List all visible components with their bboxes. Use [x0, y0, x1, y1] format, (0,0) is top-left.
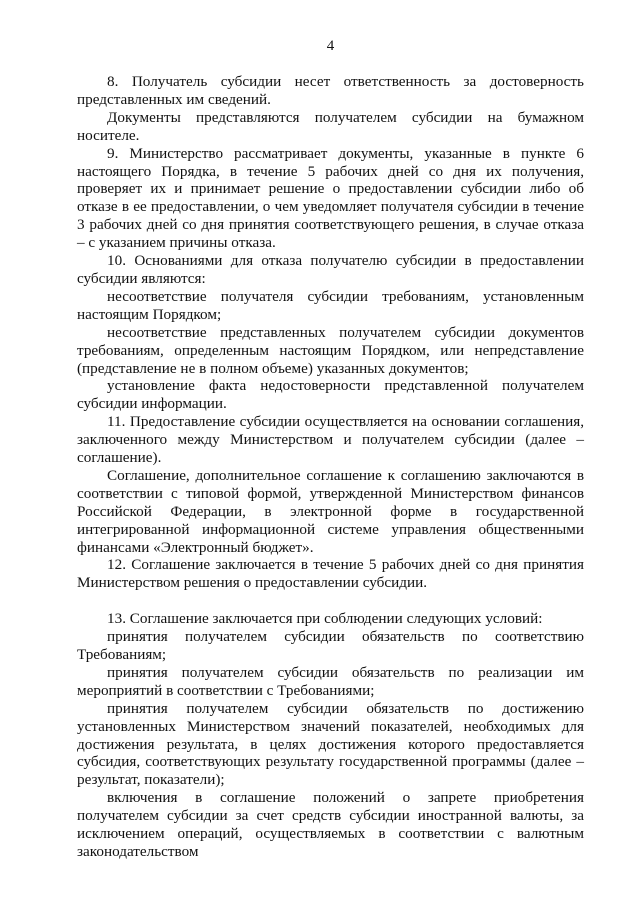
- refusal-ground-1: несоответствие получателя субсидии требованиям, установленным настоящим Порядком;: [77, 287, 584, 323]
- condition-4: включения в соглашение положений о запрете приобретения получателем субсидии за счет средств субсидии иностранной валюты, за исключением операций, осуществляемых в соответствии с валютным законодательством: [77, 789, 584, 860]
- refusal-ground-2: несоответствие представленных получателем субсидии документов требованиям, определенным настоящим Порядком, или непредставление (представление не в полном объеме) указанных документов;: [77, 323, 584, 377]
- paragraph-13: 13. Соглашение заключается при соблюдении следующих условий:: [107, 610, 543, 628]
- condition-2: принятия получателем субсидии обязательств по реализации им мероприятий в соответствии с Требованиями;: [77, 663, 584, 699]
- section-gap: [77, 592, 584, 610]
- paragraph-11: 11. Предоставление субсидии осуществляется на основании соглашения, заключенного между Министерством и получателем субсидии (далее – соглашение).: [77, 413, 584, 467]
- paragraph-10: 10. Основаниями для отказа получателю субсидии в предоставлении субсидии являются:: [77, 252, 584, 287]
- paragraph-agreement-form: Соглашение, дополнительное соглашение к соглашению заключаются в соответствии с типовой формой, утвержденной Министерством финансов Российской Федерации, в электронной форме в государственной интегрированной информационной системе управления общественными финансами «Электронный бюджет».: [77, 466, 584, 556]
- paragraph-documents-paper: Документы представляются получателем субсидии на бумажном носителе.: [77, 108, 584, 144]
- condition-3: принятия получателем субсидии обязательств по достижению установленных Министерством значений показателей, необходимых для достижения результата, в целях достижения которого предоставляется субсидия, соответствующих результату государственной программы (далее – результат, показатели);: [77, 699, 584, 789]
- paragraph-9: 9. Министерство рассматривает документы, указанные в пункте 6 настоящего Порядка, в течение 5 рабочих дней со дня их получения, проверяет их и принимает решение о предоставлении субсидии либо об отказе в ее предоставлении, о чем уведомляет получателя субсидии в течение 3 рабочих дней со дня принятия соответствующего решения, в случае отказа – с указанием причины отказа.: [77, 144, 584, 252]
- paragraph-8: 8. Получатель субсидии несет ответственность за достоверность представленных им сведений.: [77, 73, 584, 108]
- condition-1: принятия получателем субсидии обязательств по соответствию Требованиям;: [77, 628, 584, 663]
- refusal-ground-3: установление факта недостоверности представленной получателем субсидии информации.: [77, 377, 584, 413]
- page-number: 4: [326, 38, 335, 54]
- paragraph-12: 12. Соглашение заключается в течение 5 рабочих дней со дня принятия Министерством решения о предоставлении субсидии.: [77, 556, 584, 592]
